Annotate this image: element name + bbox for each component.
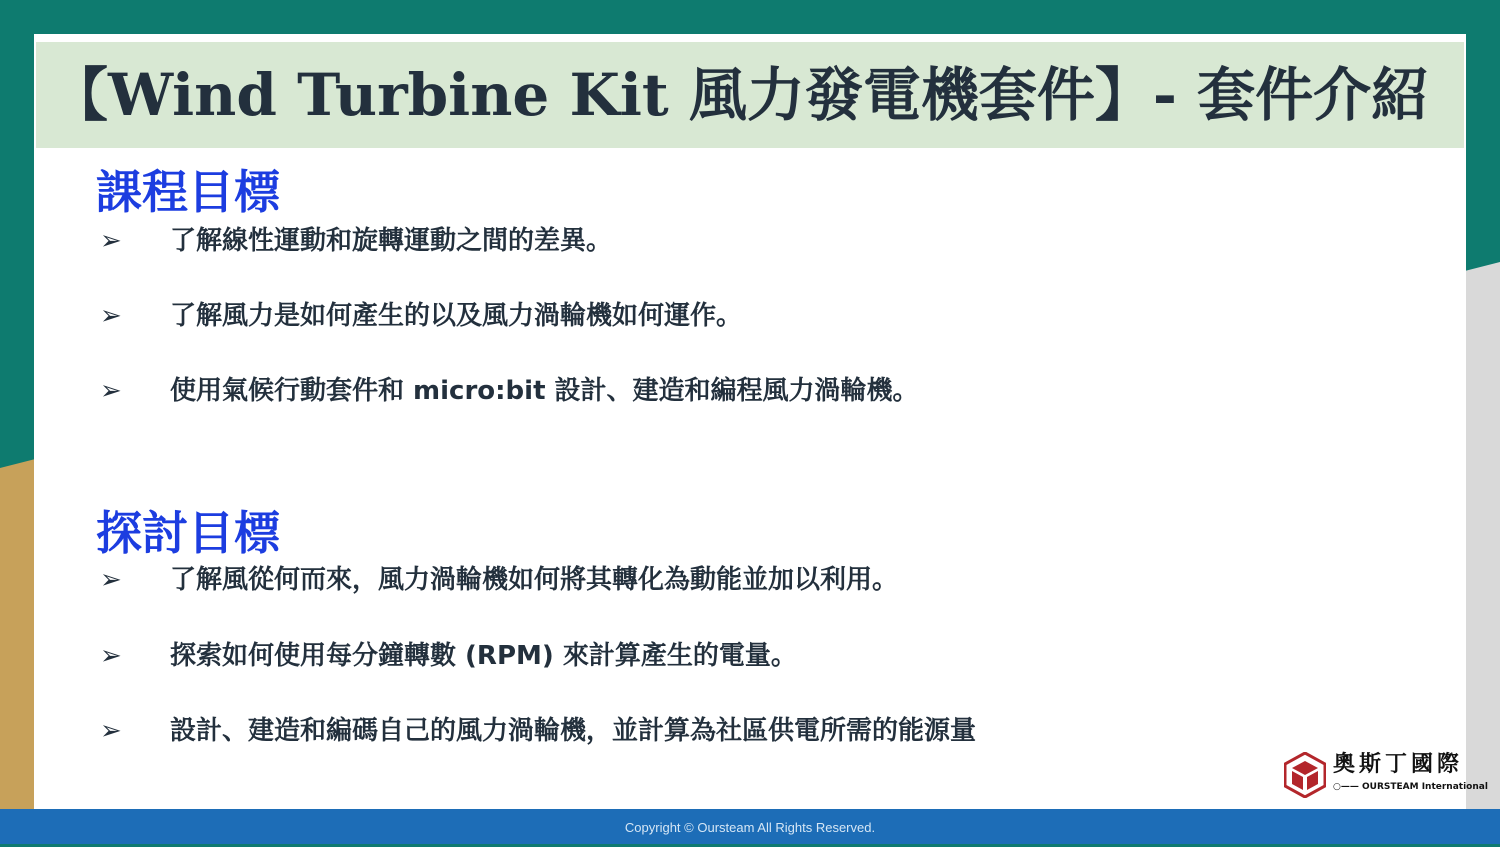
- slide-card: [34, 34, 1488, 809]
- company-logo: [1284, 750, 1488, 800]
- logo-name-english: ○—— OURSTEAM International: [1333, 782, 1488, 792]
- course-objectives-heading: 課程目標: [96, 165, 280, 219]
- footer-bar: [0, 809, 1500, 844]
- arrow-bullet-icon: ➢: [100, 565, 122, 595]
- list-item-text: 探索如何使用每分鐘轉數 (RPM) 來計算產生的電量。: [170, 641, 797, 671]
- arrow-bullet-icon: ➢: [100, 376, 122, 406]
- list-item-text: 使用氣候行動套件和 micro:bit 設計、建造和編程風力渦輪機。: [170, 376, 919, 406]
- arrow-bullet-icon: ➢: [100, 641, 122, 671]
- list-item-text: 了解線性運動和旋轉運動之間的差異。: [170, 226, 613, 256]
- arrow-bullet-icon: ➢: [100, 301, 122, 331]
- list-item-text: 了解風力是如何產生的以及風力渦輪機如何運作。: [170, 301, 743, 331]
- arrow-bullet-icon: ➢: [100, 226, 122, 256]
- arrow-bullet-icon: ➢: [100, 716, 122, 746]
- slide-title: 【Wind Turbine Kit 風力發電機套件】- 套件介紹: [50, 61, 1430, 129]
- list-item-text: 設計、建造和編碼自己的風力渦輪機，並計算為社區供電所需的能源量: [170, 716, 977, 746]
- cube-logo-icon: [1284, 752, 1326, 798]
- discussion-objectives-heading: 探討目標: [96, 506, 280, 560]
- title-bar: [36, 42, 1464, 148]
- logo-name-chinese: 奧斯丁國際: [1333, 752, 1464, 777]
- copyright-text: Copyright © Oursteam All Rights Reserved.: [624, 820, 876, 835]
- list-item-text: 了解風從何而來，風力渦輪機如何將其轉化為動能並加以利用。: [170, 565, 899, 595]
